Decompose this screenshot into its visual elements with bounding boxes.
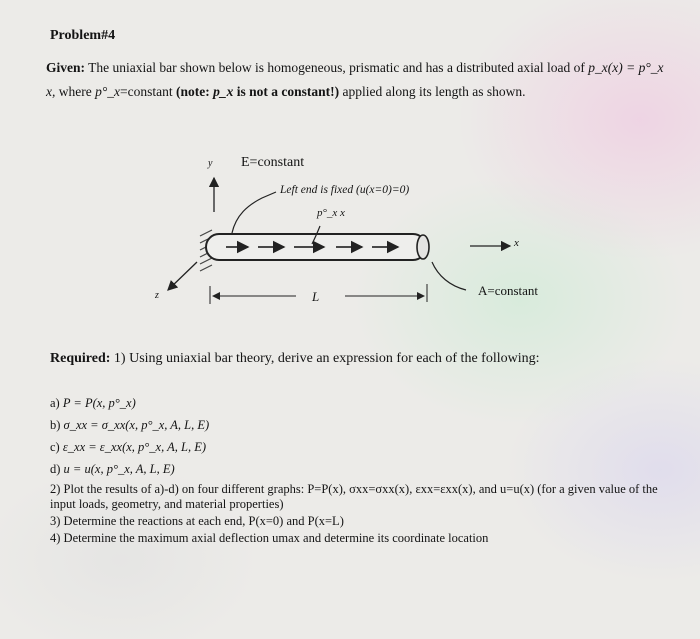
area-leader (432, 262, 466, 290)
given-text-2: where (58, 84, 92, 99)
required-label: Required: (50, 351, 111, 366)
list-item (50, 462, 175, 477)
item-id: b) (50, 418, 61, 432)
given-label: Given: (46, 60, 85, 75)
given-text-3: =constant (120, 84, 173, 99)
length-label: L (312, 289, 320, 304)
note-label: (note: (175, 84, 210, 99)
item-expression: ε_xx = ε_xx(x, p°_x, A, L, E) (62, 440, 206, 454)
x-axis-label: x (514, 237, 519, 249)
bar-end-face (417, 235, 429, 259)
item-id: d) (50, 462, 61, 476)
area-constant-label: A=constant (478, 283, 539, 298)
item-id: a) (50, 396, 60, 410)
given-text-1: The uniaxial bar shown below is homogeneous, prismatic and has a distributed axial load of (88, 60, 585, 75)
problem-title: Problem#4 (50, 28, 116, 43)
step-plot-results: 2) Plot the results of a)-d) on four different graphs: P=P(x), σxx=σxx(x), εxx=εxx(x), and u=u(x) (for a given value of the input loads, geometry, and material properties) (50, 482, 658, 511)
load-label: p°_x x (317, 207, 345, 219)
y-axis-label: y (208, 158, 213, 169)
step-max-deflection: 4) Determine the maximum axial deflection umax and determine its coordinate location (50, 531, 489, 545)
given-text-4: applied along its length as shown. (342, 84, 526, 99)
z-axis-label: z (155, 290, 159, 301)
note-variable: p_x (213, 84, 234, 99)
left-end-leader (232, 192, 276, 233)
list-item (50, 418, 209, 433)
required-line (50, 351, 540, 367)
e-constant-label: E=constant (241, 155, 305, 170)
item-expression: P = P(x, p°_x) (62, 396, 136, 410)
list-item (50, 440, 206, 455)
note-text: is not a constant!) (236, 84, 340, 99)
item-id: c) (50, 440, 60, 454)
list-item (50, 396, 136, 411)
z-axis-arrow (168, 262, 197, 290)
required-text: 1) Using uniaxial bar theory, derive an expression for each of the following: (113, 351, 540, 366)
item-expression: σ_xx = σ_xx(x, p°_x, A, L, E) (63, 418, 210, 432)
item-expression: u = u(x, p°_x, A, L, E) (63, 462, 175, 476)
given-load-equation: p_x(x) = p°_x x, (46, 60, 664, 99)
given-p0-symbol: p°_x (95, 84, 120, 99)
left-end-fixed-label: Left end is fixed (u(x=0)=0) (280, 184, 410, 196)
step-reactions: 3) Determine the reactions at each end, P(x=0) and P(x=L) (50, 514, 344, 528)
